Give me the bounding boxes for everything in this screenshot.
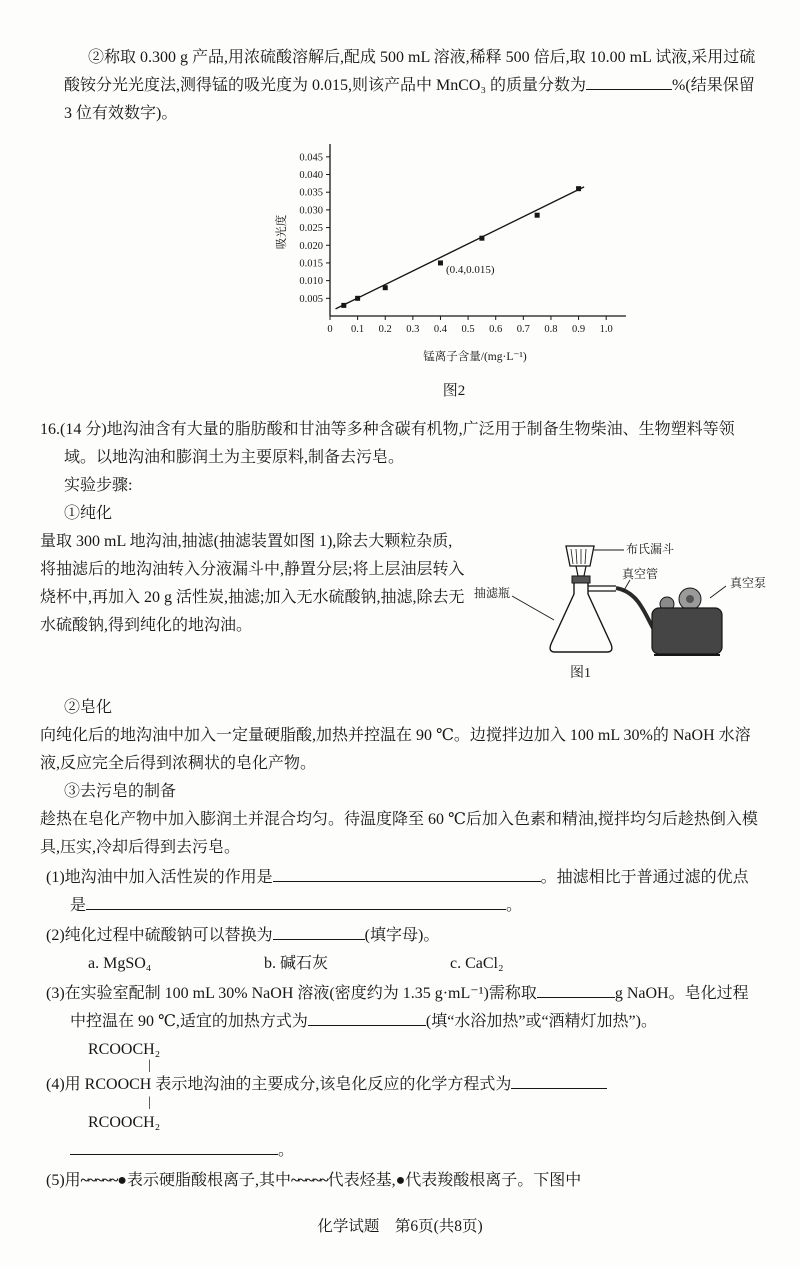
step1-row bbox=[40, 528, 767, 694]
svg-text:0.8: 0.8 bbox=[544, 324, 558, 335]
sub1-text-3: 。 bbox=[506, 897, 523, 915]
sub-question-3 bbox=[46, 980, 760, 1036]
answer-blank-4b bbox=[70, 1140, 278, 1155]
formula-mid: RCOOCH bbox=[84, 1075, 152, 1093]
answer-blank-4a bbox=[511, 1074, 607, 1089]
calibration-chart bbox=[268, 134, 640, 366]
wavy-line-symbol-2: ~~~~~ bbox=[290, 1172, 328, 1190]
answer-blank-3a bbox=[537, 983, 615, 998]
step3-text: 趁热在皂化产物中加入膨润土并混合均匀。待温度降至 60 ℃后加入色素和精油,搅拌均匀后趁热倒入模具,压实,冷却后得到去污皂。 bbox=[40, 811, 758, 857]
buchner-funnel-icon bbox=[566, 546, 594, 566]
svg-text:0.6: 0.6 bbox=[489, 324, 503, 335]
q15-text-after-blank: %(结果保留 3 位有效数字)。 bbox=[64, 77, 755, 122]
svg-text:0.015: 0.015 bbox=[299, 258, 323, 270]
q15-text-before-blank: ②称取 0.300 g 产品,用浓硫酸溶解后,配成 500 mL 溶液,稀释 500 倍后,取 10.00 mL 试液,采用过硫酸铵分光光度法,测得锰的吸光度为 0.015,则该产品中 MnCO₃ 的质量分数为 bbox=[64, 49, 756, 94]
svg-text:0.030: 0.030 bbox=[299, 205, 323, 217]
figure-1-caption: 图1 bbox=[570, 666, 591, 682]
sub-question-5 bbox=[46, 1167, 760, 1195]
svg-text:0.020: 0.020 bbox=[299, 240, 323, 252]
sub2-text-2: (填字母)。 bbox=[364, 927, 440, 945]
sub5-text-3: 代表烃基,●代表羧酸根离子。下图中 bbox=[327, 1172, 582, 1190]
svg-text:0.7: 0.7 bbox=[516, 324, 530, 335]
sub4-main-line bbox=[46, 1073, 760, 1097]
sub5-text-2: ●表示硬脂酸根离子,其中 bbox=[117, 1172, 291, 1190]
sub1-text-2: 。抽滤相比于普通过滤的优点是 bbox=[70, 869, 749, 915]
step1-heading: ①纯化 bbox=[64, 505, 113, 523]
page-footer: 化学试题 第6页(共8页) bbox=[317, 1218, 483, 1236]
svg-text:0.040: 0.040 bbox=[299, 170, 323, 182]
sub4-period: 。 bbox=[278, 1142, 295, 1160]
svg-text:(0.4,0.015): (0.4,0.015) bbox=[446, 263, 495, 276]
filter-flask-label: 抽滤瓶 bbox=[474, 586, 511, 601]
svg-text:0.045: 0.045 bbox=[299, 152, 323, 164]
svg-text:0.005: 0.005 bbox=[299, 293, 323, 305]
svg-text:0.4: 0.4 bbox=[433, 324, 448, 335]
sub5-text-1: (5)用 bbox=[46, 1172, 81, 1190]
sub2-text-1: (2)纯化过程中硫酸钠可以替换为 bbox=[46, 927, 273, 945]
option-a: a. MgSO₄ bbox=[88, 955, 152, 973]
step2-text: 向纯化后的地沟油中加入一定量硬脂酸,加热并控温在 90 ℃。边搅拌边加入 100 mL 30%的 NaOH 水溶液,反应完全后得到浓稠状的皂化产物。 bbox=[40, 727, 751, 773]
sub4-text-1: (4)用 bbox=[46, 1075, 85, 1093]
sub4-tail bbox=[70, 1137, 760, 1165]
svg-text:锰离子含量/(mg·L⁻¹): 锰离子含量/(mg·L⁻¹) bbox=[423, 351, 527, 363]
wavy-line-symbol: ~~~~~ bbox=[80, 1172, 118, 1190]
svg-text:0.3: 0.3 bbox=[406, 324, 420, 335]
answer-blank-mass-fraction bbox=[586, 75, 672, 90]
question-15-part2 bbox=[64, 44, 760, 128]
vacuum-pump-label: 真空泵 bbox=[730, 576, 767, 591]
chart-caption: 图2 bbox=[442, 383, 466, 399]
figure-1 bbox=[474, 542, 767, 694]
step1-text: 量取 300 mL 地沟油,抽滤(抽滤装置如图 1),除去大颗粒杂质,将抽滤后的地沟油转入分液漏斗中,静置分层;将上层油层转入烧杯中,再加入 20 g 活性炭,抽滤;加入无水硫酸钠,抽滤,除去无水硫酸钠,得到纯化的地沟油。 bbox=[40, 533, 465, 635]
filtration-apparatus-figure bbox=[474, 542, 774, 694]
svg-text:0.2: 0.2 bbox=[378, 324, 392, 335]
sub4-text-2: 表示地沟油的主要成分,该皂化反应的化学方程式为 bbox=[151, 1075, 512, 1093]
buchner-funnel-label: 布氏漏斗 bbox=[626, 542, 675, 557]
step2-heading: ②皂化 bbox=[64, 699, 113, 717]
question-16-intro: 16.(14 分)地沟油含有大量的脂肪酸和甘油等多种含碳有机物,广泛用于制备生物柴油、生物塑料等领域。以地沟油和膨润土为主要原料,制备去污皂。 bbox=[40, 421, 735, 467]
svg-text:0.9: 0.9 bbox=[572, 324, 586, 335]
calibration-chart-block bbox=[268, 134, 640, 404]
sub1-text-1: (1)地沟油中加入活性炭的作用是 bbox=[46, 869, 273, 887]
svg-text:0.010: 0.010 bbox=[299, 276, 323, 288]
answer-blank-2 bbox=[273, 925, 365, 940]
formula-bottom: RCOOCH₂ bbox=[88, 1114, 161, 1132]
sub3-text-2: g NaOH。皂化过程中控温在 90 ℃,适宜的加热方式为 bbox=[70, 985, 749, 1031]
formula-top: RCOOCH₂ bbox=[88, 1041, 161, 1059]
vacuum-pump-icon bbox=[652, 608, 722, 654]
sub3-text-1: (3)在实验室配制 100 mL 30% NaOH 溶液(密度约为 1.35 g·mL⁻¹)需称取 bbox=[46, 985, 537, 1003]
svg-text:0: 0 bbox=[327, 324, 333, 335]
bond-top: | bbox=[148, 1058, 151, 1074]
svg-text:0.035: 0.035 bbox=[299, 187, 323, 199]
svg-text:吸光度: 吸光度 bbox=[276, 214, 288, 250]
option-c: c. CaCl₂ bbox=[450, 955, 504, 973]
sub-question-2 bbox=[46, 922, 760, 950]
steps-heading: 实验步骤: bbox=[64, 477, 133, 495]
svg-text:0.1: 0.1 bbox=[351, 324, 365, 335]
svg-text:1.0: 1.0 bbox=[599, 324, 613, 335]
sub2-options bbox=[88, 950, 760, 978]
answer-blank-1a bbox=[273, 867, 541, 882]
sub3-text-3: (填“水浴加热”或“酒精灯加热”)。 bbox=[425, 1013, 657, 1031]
bond-bottom: | bbox=[148, 1094, 151, 1110]
sub-question-4 bbox=[40, 1036, 760, 1165]
filter-flask-icon bbox=[550, 583, 612, 652]
option-b: b. 碱石灰 bbox=[264, 955, 329, 973]
svg-text:0.5: 0.5 bbox=[461, 324, 475, 335]
svg-text:0.025: 0.025 bbox=[299, 223, 323, 235]
answer-blank-3b bbox=[308, 1011, 426, 1026]
answer-blank-1b bbox=[86, 895, 506, 910]
step3-heading: ③去污皂的制备 bbox=[64, 783, 177, 801]
vacuum-tube-label: 真空管 bbox=[622, 567, 659, 582]
sub-question-1 bbox=[46, 864, 760, 920]
vacuum-tube-icon bbox=[616, 588, 653, 628]
